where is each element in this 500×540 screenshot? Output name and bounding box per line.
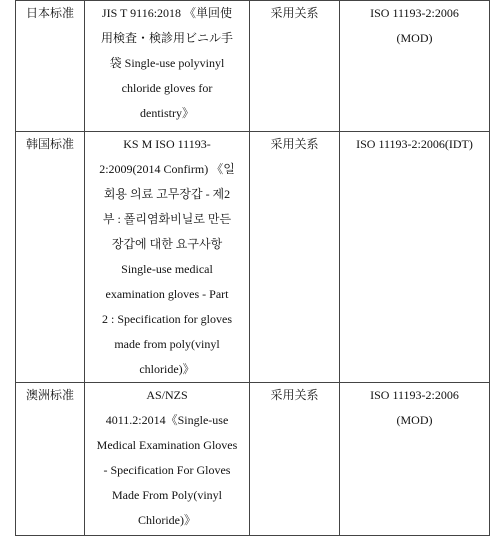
standard-cell [85, 132, 250, 383]
standard-line: 袋 Single-use polyvinyl [109, 56, 225, 70]
standards-table [15, 0, 490, 536]
iso-text [340, 1, 489, 51]
table-row [16, 1, 490, 132]
standard-line: chloride)》 [139, 362, 195, 376]
standard-text [85, 383, 249, 533]
standard-line: Medical Examination Gloves [96, 438, 238, 452]
standard-line: - Specification For Gloves [103, 463, 231, 477]
relation-cell [250, 383, 340, 536]
standard-line: chloride gloves for [121, 81, 213, 95]
iso-cell [340, 1, 490, 132]
relation-label: 采用关系 [270, 388, 319, 402]
country-cell [16, 1, 85, 132]
relation-label: 采用关系 [270, 6, 319, 20]
country-cell [16, 132, 85, 383]
standard-line: 부 : 폴리염화비닐로 만든 [102, 212, 232, 226]
table-row [16, 132, 490, 383]
standard-line: Made From Poly(vinyl [112, 488, 222, 502]
standard-text [85, 132, 249, 382]
iso-cell [340, 132, 490, 383]
country-label: 韩国标准 [25, 137, 74, 151]
standard-line: dentistry》 [140, 106, 194, 120]
country-label: 澳洲标准 [25, 388, 74, 402]
standard-cell [85, 1, 250, 132]
relation-cell [250, 1, 340, 132]
standard-line: examination gloves - Part [105, 287, 229, 301]
standard-line: Chloride)》 [138, 513, 196, 527]
standard-line: 用検査・検診用ビニル手 [100, 31, 233, 45]
standard-text [85, 1, 249, 126]
iso-text [340, 132, 489, 157]
standard-line: 회용 의료 고무장갑 - 제2 [103, 187, 231, 201]
standard-line: made from poly(vinyl [114, 337, 220, 351]
iso-text [340, 383, 489, 433]
country-label: 日本标准 [25, 6, 74, 20]
standard-line: 장갑에 대한 요구사항 [111, 237, 223, 251]
standard-line: AS/NZS [146, 388, 188, 402]
standard-line: 2:2009(2014 Confirm) 《일 [99, 162, 235, 176]
country-cell [16, 383, 85, 536]
iso-line: ISO 11193-2:2006(IDT) [356, 137, 473, 151]
table-row [16, 383, 490, 536]
iso-line: (MOD) [396, 31, 433, 45]
standard-line: JIS T 9116:2018 《単回使 [101, 6, 233, 20]
relation-label: 采用关系 [270, 137, 319, 151]
standard-line: Single-use medical [121, 262, 213, 276]
iso-line: (MOD) [396, 413, 433, 427]
standard-line: KS M ISO 11193- [123, 137, 211, 151]
relation-cell [250, 132, 340, 383]
standard-line: 2 : Specification for gloves [102, 312, 232, 326]
standard-line: 4011.2:2014《Single-use [105, 413, 229, 427]
iso-line: ISO 11193-2:2006 [370, 6, 459, 20]
standard-cell [85, 383, 250, 536]
iso-line: ISO 11193-2:2006 [370, 388, 459, 402]
iso-cell [340, 383, 490, 536]
